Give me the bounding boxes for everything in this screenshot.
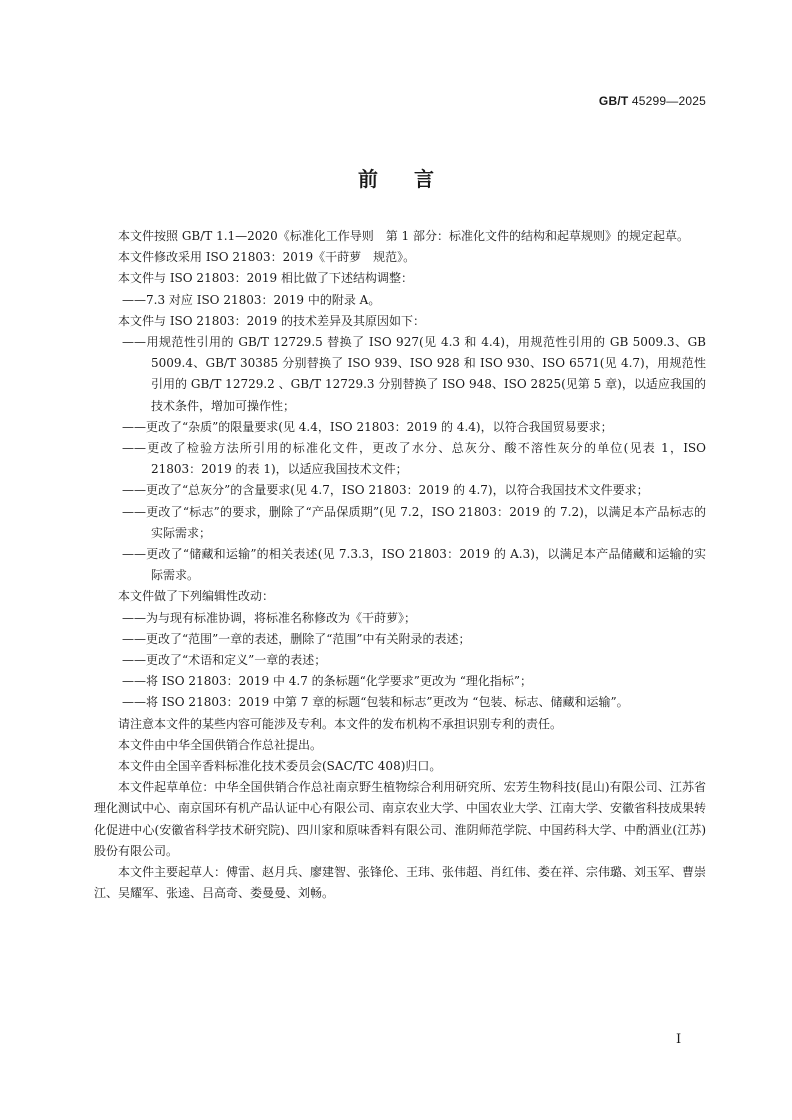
list-item: ——更改了“总灰分”的含量要求(见 4.7，ISO 21803：2019 的 4.7)，以符合我国技术文件要求； — [122, 483, 649, 498]
paragraph: 本文件做了下列编辑性改动： — [118, 589, 275, 604]
paragraph: 本文件与 ISO 21803：2019 的技术差异及其原因如下： — [118, 313, 425, 328]
list-item: ——更改了“杂质”的限量要求(见 4.4，ISO 21803：2019 的 4.4)，以符合我国贸易要求； — [122, 419, 613, 434]
paragraph: 本文件由中华全国供销合作总社提出。 — [118, 737, 323, 752]
list-item: ——更改了检验方法所引用的标准化文件，更改了水分、总灰分、酸不溶性灰分的单位(见表 1，ISO 21803：2019 的表 1)，以适应我国技术文件； — [122, 441, 706, 477]
paragraph: 本文件按照 GB/T 1.1—2020《标准化工作导则 第 1 部分：标准化文件的结构和起草规则》的规定起草。 — [118, 229, 689, 243]
standard-code-prefix: GB/T — [598, 94, 629, 108]
list-item: ——为与现有标准协调，将标准名称修改为《干莳萝》； — [122, 610, 417, 625]
paragraph: 请注意本文件的某些内容可能涉及专利。本文件的发布机构不承担识别专利的责任。 — [118, 716, 563, 731]
list-item: ——7.3 对应 ISO 21803：2019 中的附录 A。 — [122, 292, 381, 307]
list-item: ——更改了“范围”一章的表述，删除了“范围”中有关附录的表述； — [122, 631, 471, 646]
foreword-body — [94, 226, 706, 905]
standard-code-number: 45299—2025 — [628, 94, 706, 108]
page-number: I — [676, 1032, 682, 1047]
standard-code — [599, 94, 706, 108]
list-item: ——用规范性引用的 GB/T 12729.5 替换了 ISO 927(见 4.3 和 4.4)，用规范性引用的 GB 5009.3、GB 5009.4、GB/T 30385 分别替换了 ISO 939、ISO 928 和 ISO 930、ISO 6571(见 4.7)，用规范性引用的 GB/T 12729.2 、GB/T 12729.3 分别替换了 ISO 948、ISO 2825(见第 5 章)，以适应我国的技术条件，增加可操作性； — [122, 335, 706, 413]
list-item: ——更改了“储藏和运输”的相关表述(见 7.3.3，ISO 21803：2019 的 A.3)，以满足本产品储藏和运输的实际需求。 — [122, 547, 706, 583]
list-item: ——更改了“术语和定义”一章的表述； — [122, 653, 327, 668]
list-item: ——将 ISO 21803：2019 中第 7 章的标题“包装和标志”更改为 “包装、标志、储藏和运输”。 — [122, 695, 629, 710]
paragraph: 本文件与 ISO 21803：2019 相比做了下述结构调整： — [118, 271, 413, 286]
page-title: 前言 — [358, 167, 470, 191]
list-item: ——将 ISO 21803：2019 中 4.7 的条标题“化学要求”更改为 “理化指标”； — [122, 674, 533, 689]
paragraph: 本文件修改采用 ISO 21803：2019《干莳萝 规范》。 — [118, 250, 416, 265]
paragraph: 本文件主要起草人：傅雷、赵月兵、廖建智、张锋伦、王玮、张伟超、肖红伟、娄在祥、宗伟璐、刘玉军、曹崇江、吴耀军、张逵、吕高奇、娄曼曼、刘畅。 — [94, 865, 707, 901]
paragraph: 本文件起草单位：中华全国供销合作总社南京野生植物综合利用研究所、宏芳生物科技(昆山)有限公司、江苏省理化测试中心、南京国环有机产品认证中心有限公司、南京农业大学、中国农业大学、江南大学、安徽省科技成果转化促进中心(安徽省科学技术研究院)、四川家和原味香料有限公司、淮阴师范学院、中国药科大学、中酌酒业(江苏)股份有限公司。 — [94, 780, 707, 858]
paragraph: 本文件由全国辛香料标准化技术委员会(SAC/TC 408)归口。 — [118, 759, 442, 774]
list-item: ——更改了“标志”的要求，删除了“产品保质期”(见 7.2，ISO 21803：2019 的 7.2)，以满足本产品标志的实际需求； — [122, 504, 706, 540]
